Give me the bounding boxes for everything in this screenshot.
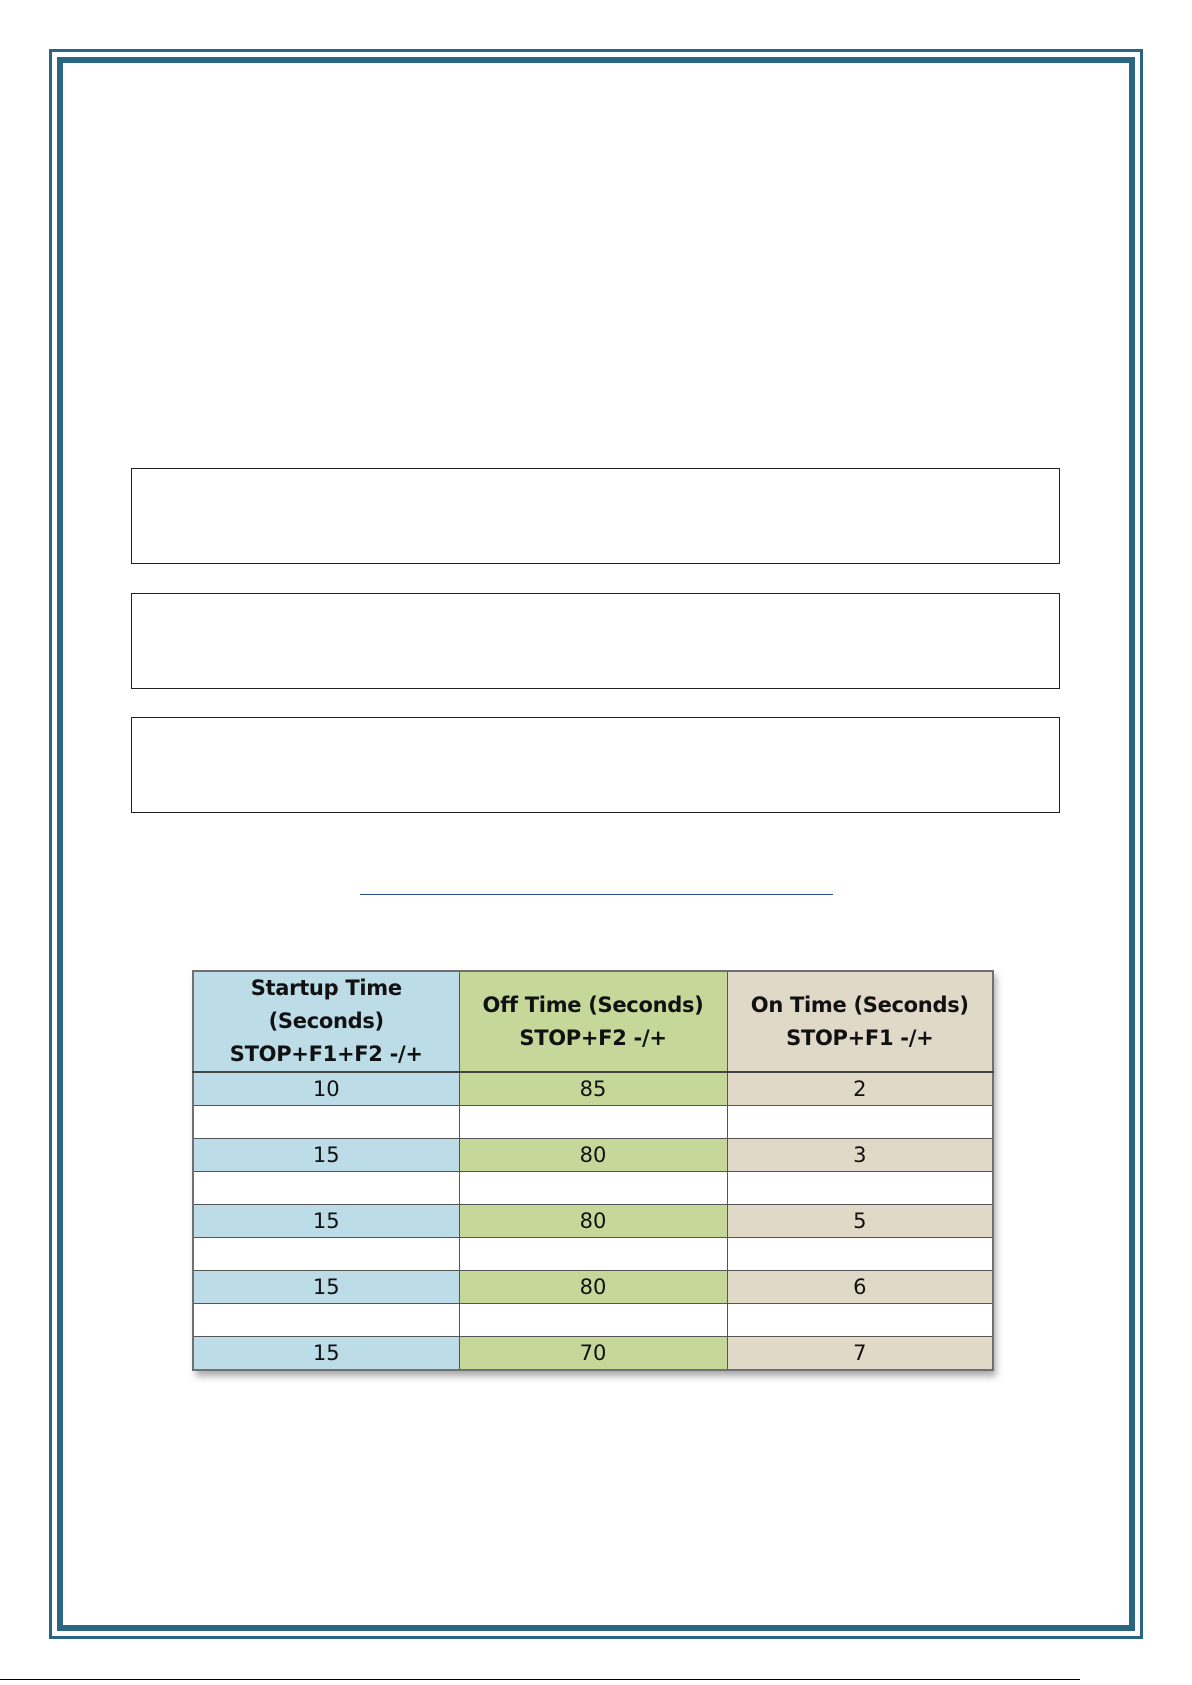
table-row (193, 1205, 993, 1238)
cell-off (459, 1106, 727, 1139)
cell-off: 80 (459, 1139, 727, 1172)
table-header-row (193, 971, 993, 1072)
table-row-blank (193, 1304, 993, 1337)
cell-off (459, 1172, 727, 1205)
cell-on (727, 1106, 993, 1139)
cell-startup: 15 (193, 1337, 459, 1371)
header-off-time (459, 971, 727, 1072)
cell-startup: 15 (193, 1139, 459, 1172)
cell-off (459, 1304, 727, 1337)
cell-on: 6 (727, 1271, 993, 1304)
cell-startup (193, 1304, 459, 1337)
timing-table (192, 970, 994, 1371)
cell-startup (193, 1172, 459, 1205)
cell-on: 5 (727, 1205, 993, 1238)
cell-on: 7 (727, 1337, 993, 1371)
table-row-blank (193, 1238, 993, 1271)
cell-on (727, 1172, 993, 1205)
hyperlink-underline[interactable] (360, 894, 833, 895)
header-on-title: On Time (Seconds) (750, 992, 969, 1017)
cell-on (727, 1238, 993, 1271)
cell-off: 80 (459, 1271, 727, 1304)
table-row (193, 1271, 993, 1304)
empty-text-box-1 (131, 468, 1060, 564)
table-row (193, 1139, 993, 1172)
header-off-title: Off Time (Seconds) (482, 992, 704, 1017)
header-startup-time (193, 971, 459, 1072)
table-row-blank (193, 1106, 993, 1139)
cell-off (459, 1238, 727, 1271)
table-row (193, 1337, 993, 1371)
empty-text-box-3 (131, 717, 1060, 813)
cell-startup (193, 1238, 459, 1271)
footer-rule (0, 1679, 1080, 1680)
header-on-time (727, 971, 993, 1072)
cell-off: 80 (459, 1205, 727, 1238)
cell-startup: 15 (193, 1271, 459, 1304)
cell-on: 2 (727, 1072, 993, 1106)
page-border-inner (57, 57, 1135, 1631)
table-row (193, 1072, 993, 1106)
cell-on: 3 (727, 1139, 993, 1172)
header-startup-title: Startup Time (Seconds) (250, 976, 402, 1033)
header-startup-keys: STOP+F1+F2 -/+ (229, 1042, 423, 1066)
cell-off: 70 (459, 1337, 727, 1371)
header-on-keys: STOP+F1 -/+ (786, 1025, 934, 1050)
header-off-keys: STOP+F2 -/+ (519, 1025, 667, 1050)
cell-startup: 15 (193, 1205, 459, 1238)
cell-off: 85 (459, 1072, 727, 1106)
timing-table-container (192, 970, 992, 1371)
table-row-blank (193, 1172, 993, 1205)
cell-startup: 10 (193, 1072, 459, 1106)
cell-on (727, 1304, 993, 1337)
empty-text-box-2 (131, 593, 1060, 689)
cell-startup (193, 1106, 459, 1139)
